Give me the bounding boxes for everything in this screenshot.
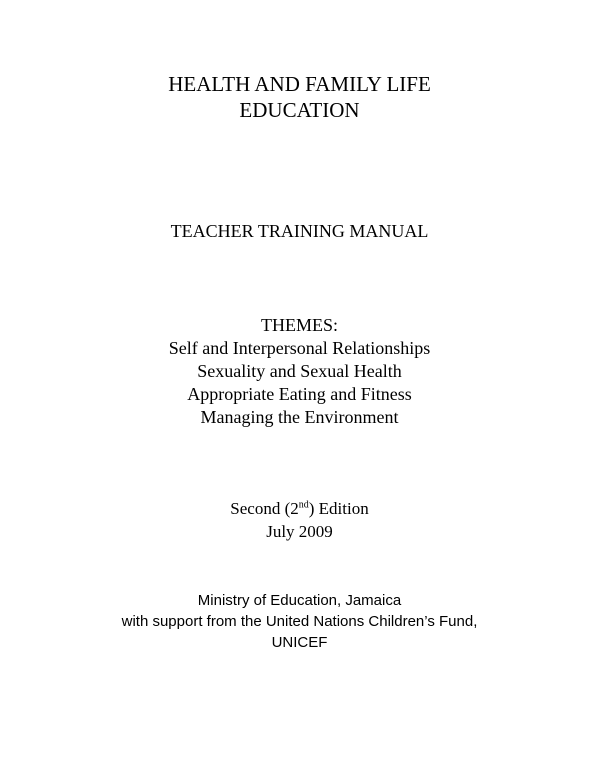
- edition-label: [0, 498, 599, 520]
- publisher-line-2: with support from the United Nations Children’s Fund,: [121, 613, 478, 630]
- theme-item: Sexuality and Sexual Health: [197, 361, 402, 381]
- themes-heading: THEMES:: [260, 315, 338, 335]
- document-subtitle: TEACHER TRAINING MANUAL: [170, 221, 429, 241]
- edition-suffix: ) Edition: [308, 499, 369, 518]
- publisher-line-3: UNICEF: [271, 634, 328, 651]
- theme-item: Self and Interpersonal Relationships: [168, 338, 431, 358]
- theme-item: Appropriate Eating and Fitness: [187, 384, 412, 404]
- edition-date: July 2009: [266, 522, 333, 541]
- document-title-line-2: EDUCATION: [239, 98, 360, 122]
- edition-prefix: Second (2: [230, 499, 299, 518]
- edition-superscript: nd: [298, 499, 309, 511]
- document-title-line-1: HEALTH AND FAMILY LIFE: [168, 72, 431, 96]
- publisher-line-1: Ministry of Education, Jamaica: [197, 592, 402, 609]
- theme-item: Managing the Environment: [200, 407, 399, 427]
